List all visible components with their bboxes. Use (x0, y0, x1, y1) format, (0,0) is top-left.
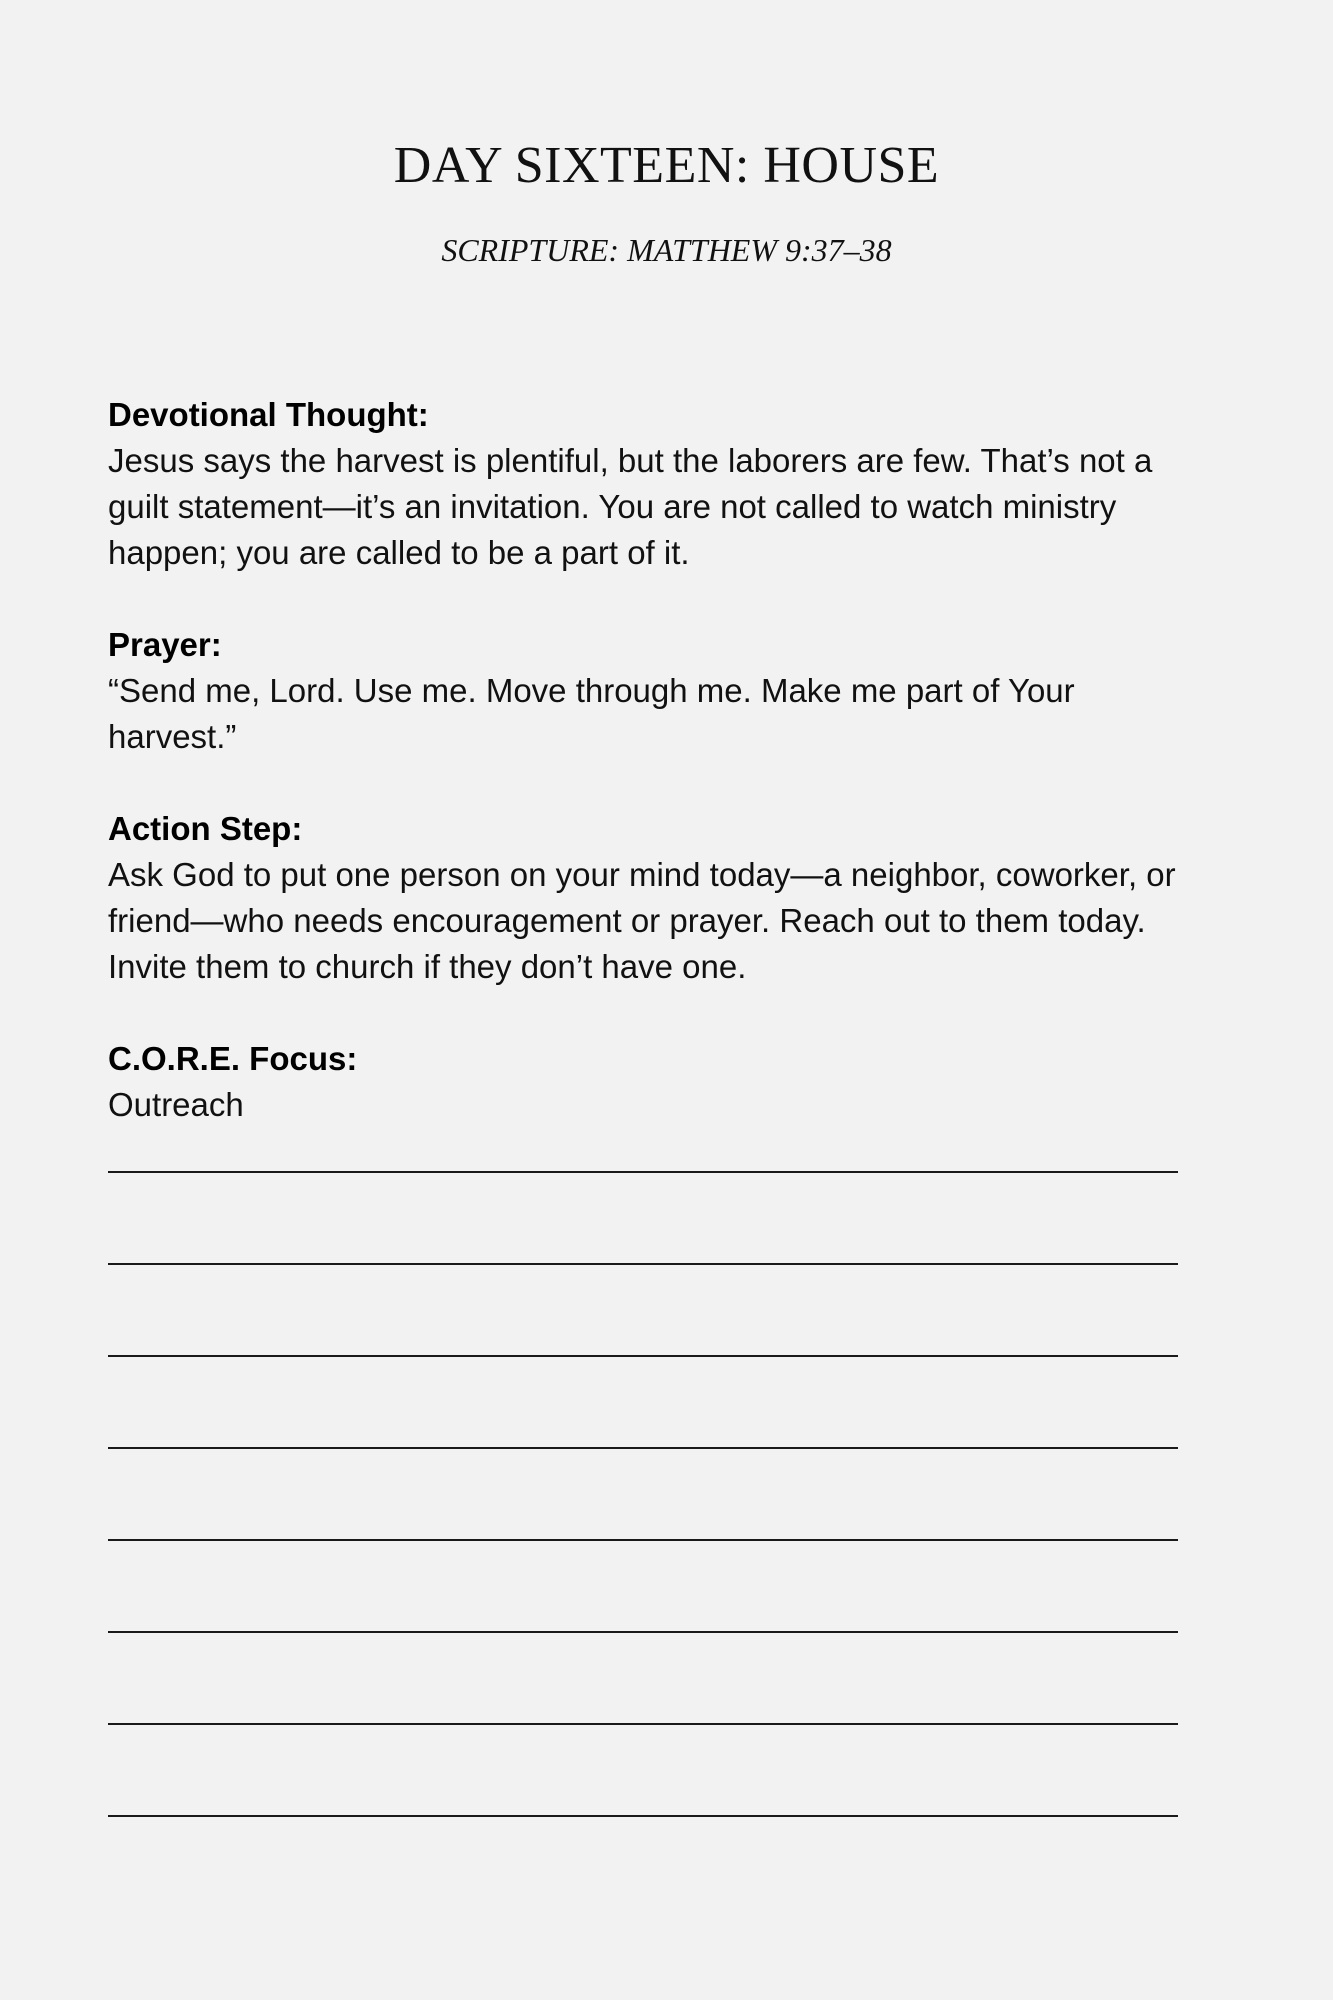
devotional-thought-text: Jesus says the harvest is plentiful, but the laborers are few. That’s not a guilt statement—it’s an invitation. You are not called to watch ministry happen; you are called to be a part of it. (108, 442, 1153, 571)
action-step-section (108, 806, 1198, 990)
journal-writing-lines (108, 1169, 1178, 1817)
devotional-content (108, 392, 1198, 1128)
action-step-text: Ask God to put one person on your mind today—a neighbor, coworker, or friend—who needs encouragement or prayer. Reach out to them today. Invite them to church if they don’t have one. (108, 856, 1176, 985)
writing-line[interactable] (108, 1633, 1178, 1725)
devotional-thought-section (108, 392, 1198, 576)
writing-line[interactable] (108, 1449, 1178, 1541)
writing-line[interactable] (108, 1541, 1178, 1633)
prayer-text: “Send me, Lord. Use me. Move through me. Make me part of Your harvest.” (108, 672, 1075, 755)
devotional-thought-heading: Devotional Thought: (108, 396, 429, 433)
core-focus-text: Outreach (108, 1086, 244, 1123)
prayer-section (108, 622, 1198, 760)
page-title: DAY SIXTEEN: HOUSE (393, 137, 940, 194)
writing-line[interactable] (108, 1173, 1178, 1265)
action-step-heading: Action Step: (108, 810, 303, 847)
core-focus-section (108, 1036, 1198, 1128)
scripture-reference: SCRIPTURE: MATTHEW 9:37–38 (441, 232, 892, 268)
writing-line[interactable] (108, 1357, 1178, 1449)
core-focus-heading: C.O.R.E. Focus: (108, 1040, 358, 1077)
writing-line[interactable] (108, 1265, 1178, 1357)
writing-line[interactable] (108, 1725, 1178, 1817)
prayer-heading: Prayer: (108, 626, 222, 663)
